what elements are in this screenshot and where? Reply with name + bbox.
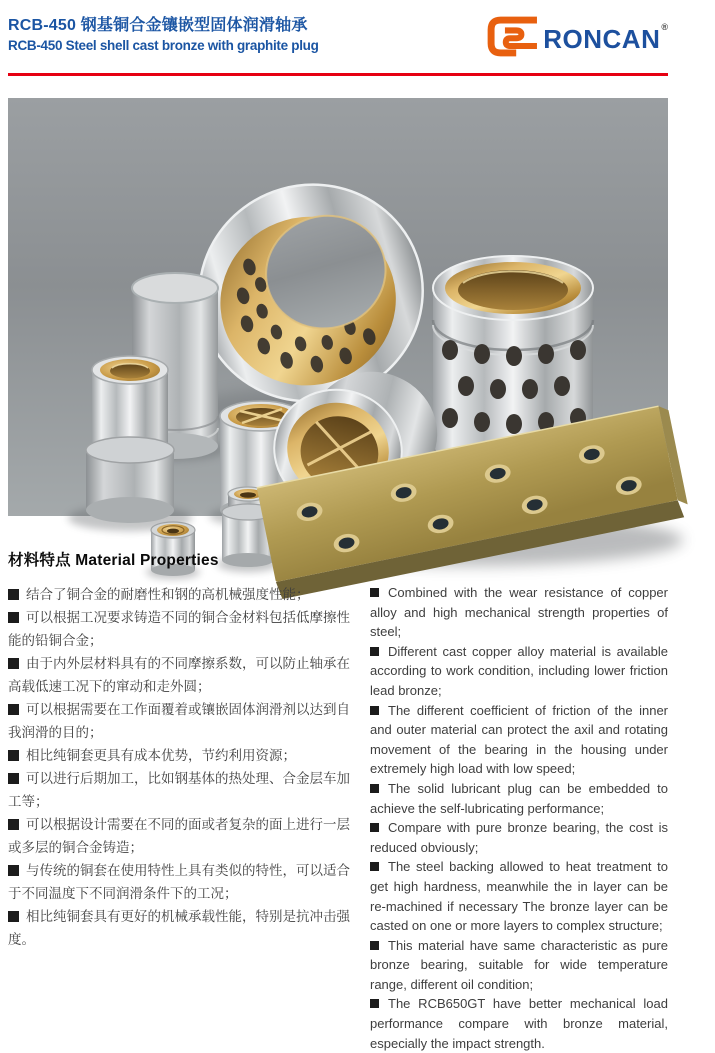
bullet-square-icon — [8, 704, 19, 715]
brand-logo-text: RONCAN — [543, 24, 661, 54]
bullet-square-icon — [8, 819, 19, 830]
bullet-item — [8, 905, 357, 951]
registered-trademark-mark: ® — [661, 22, 668, 32]
bullet-text: 可以进行后期加工，比如钢基体的热处理、合金层车加 工等； — [8, 771, 350, 809]
bullet-square-icon — [370, 941, 379, 950]
bullet-text: 由于内外层材料具有的不同摩擦系数，可以防止轴承在高载低速工况下的窜动和走外圆； — [8, 656, 350, 694]
bullet-item — [8, 767, 357, 813]
bullet-square-icon — [370, 862, 379, 871]
bullet-item — [8, 813, 357, 859]
bullet-text: The RCB650GT have better mechanical load performance compare with bronze material, especially the impact strength. — [370, 996, 668, 1051]
bullet-text: 相比纯铜套具有更好的机械承载性能，特别是抗冲击强度。 — [8, 909, 350, 947]
page-header — [0, 0, 715, 59]
section-title: 材料特点 Material Properties — [8, 552, 219, 569]
left-flanged-bushing — [86, 356, 174, 523]
bullet-item — [8, 744, 357, 767]
bullet-text: 与传统的铜套在使用特性上具有类似的特性，可以适合 于不同温度下不同润滑条件下的工况； — [8, 863, 350, 901]
bullet-text: 可以根据工况要求铸造不同的铜合金材料包括低摩擦性能的铅铜合金； — [8, 610, 350, 648]
bullet-square-icon — [8, 911, 19, 922]
red-divider-rule — [8, 73, 668, 76]
roncan-logo-icon — [483, 14, 539, 59]
bullet-text: The different coefficient of friction of the inner and outer material can protect the axil and rotating movement of the bearing in the housing under extremely high load with low speed; — [370, 702, 668, 777]
bullet-text: 可以根据设计需要在不同的面或者复杂的面上进行一层 或多层的铜合金铸造； — [8, 817, 350, 855]
bullet-square-icon — [370, 784, 379, 793]
material-properties-section — [8, 548, 668, 1053]
bullet-square-icon — [8, 612, 19, 623]
bullet-item — [370, 818, 668, 857]
bullet-text: The solid lubricant plug can be embedded to achieve the self-lubricating performance; — [370, 780, 668, 816]
bullet-text: Combined with the wear resistance of copper alloy and high mechanical strength properties of steel; — [370, 585, 668, 640]
product-title-zh: RCB-450 钢基铜合金镶嵌型固体润滑轴承 — [8, 17, 308, 34]
bullet-item — [370, 583, 668, 642]
material-properties-en-list — [370, 583, 668, 1053]
bullet-item — [8, 606, 357, 652]
brand-logo — [483, 14, 668, 59]
bullet-square-icon — [8, 658, 19, 669]
bullet-item — [370, 857, 668, 935]
header-titles — [8, 10, 319, 53]
bullet-text: 可以根据需要在工作面覆着或镶嵌固体润滑剂以达到自 我润滑的目的； — [8, 702, 350, 740]
bullet-item — [8, 652, 357, 698]
bullet-item — [8, 698, 357, 744]
bullet-item — [8, 583, 357, 606]
bullet-item — [370, 701, 668, 779]
bullet-item — [370, 779, 668, 818]
bullet-text: Different cast copper alloy material is available according to work condition, including lower friction lead bronze; — [370, 643, 668, 698]
bullet-text: 结合了铜合金的耐磨性和钢的高机械强度性能； — [26, 587, 310, 602]
bullet-square-icon — [370, 647, 379, 656]
bullet-item — [370, 642, 668, 701]
bullet-square-icon — [370, 999, 379, 1008]
product-photo — [8, 98, 668, 516]
bullet-square-icon — [370, 823, 379, 832]
bullet-item — [8, 859, 357, 905]
bullet-square-icon — [8, 865, 19, 876]
bullet-text: The steel backing allowed to heat treatment to get high hardness, meanwhile the in layer can be re-machined if necessary The bronze layer can be casted on one or more layers to complex structure; — [370, 859, 668, 934]
properties-columns — [8, 583, 668, 1053]
product-title-en: RCB-450 Steel shell cast bronze with graphite plug — [8, 38, 319, 53]
bullet-text: This material have same characteristic as pure bronze bearing, suitable for wide temperature range, different oil condition; — [370, 937, 668, 992]
bullet-square-icon — [370, 706, 379, 715]
bullet-item — [370, 994, 668, 1053]
bullet-square-icon — [370, 588, 379, 597]
bullet-square-icon — [8, 773, 19, 784]
bullet-square-icon — [8, 589, 19, 600]
material-properties-zh-list — [8, 583, 357, 1053]
bullet-item — [370, 936, 668, 995]
bullet-text: Compare with pure bronze bearing, the cost is reduced obviously; — [370, 820, 668, 855]
bullet-square-icon — [8, 750, 19, 761]
bullet-text: 相比纯铜套更具有成本优势，节约利用资源； — [26, 748, 296, 763]
